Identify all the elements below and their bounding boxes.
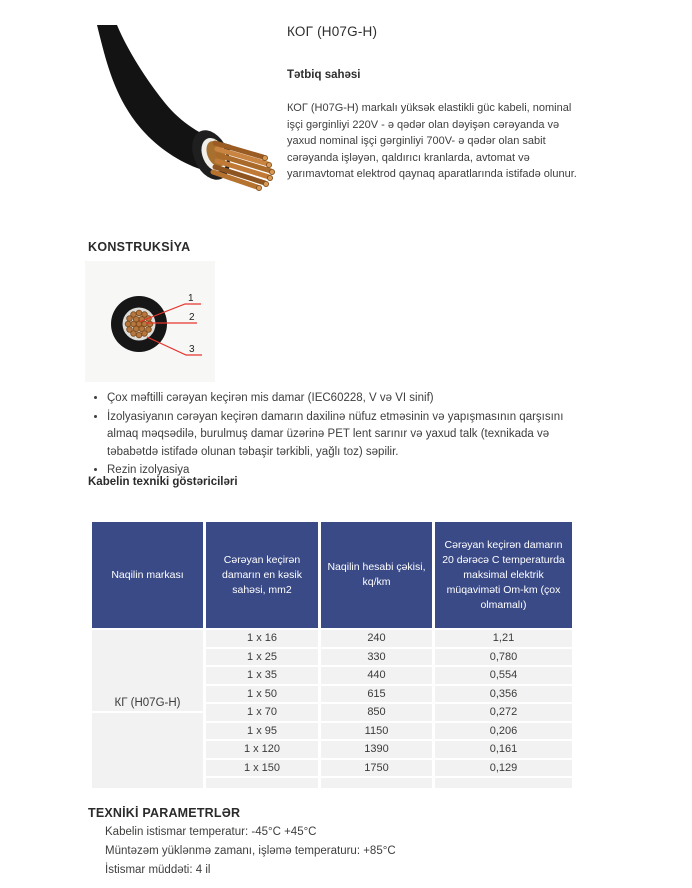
col-header-resistance: Cərəyan keçirən damarın 20 dərəcə C temperaturda maksimal elektrik müqaviməti Om-km (çox olmamalı) [435,522,572,628]
construction-heading: KONSTRUKSİYA [88,240,191,254]
cell-weight: 330 [321,649,432,666]
cell-size: 1 x 120 [206,741,318,758]
cross-section-illustration [85,261,215,382]
copper-strands [213,143,271,187]
cell-weight: 850 [321,704,432,721]
cell-resistance: 0,272 [435,704,572,721]
spec-table [92,522,572,788]
intro-section [287,24,589,183]
cell-size: 1 x 95 [206,723,318,740]
param-operating-temperature: Kabelin istismar temperatur: -45°C +45°C [105,826,317,838]
cell-resistance: 0,206 [435,723,572,740]
bullet-insulation: • Rezin izolyasiya [107,462,572,480]
row-group-column [92,630,203,788]
application-heading: Tətbiq sahəsi [287,69,361,81]
technical-parameters-heading: TEXNİKİ PARAMETRLƏR [88,806,241,820]
cell-empty [321,778,432,788]
cell-size: 1 x 150 [206,760,318,777]
cell-size: 1 x 16 [206,630,318,647]
cell-empty [435,778,572,788]
cell-resistance: 0,554 [435,667,572,684]
specs-heading: Kabelin texniki göstəriciləri [88,476,238,488]
row-group-label: КГ (H07G-H) [92,630,203,711]
cell-weight: 440 [321,667,432,684]
col-header-cross-section: Cərəyan keçirən damarın en kəsik sahəsi, mm2 [206,522,318,628]
spec-table-header [92,522,572,628]
cell-resistance: 0,161 [435,741,572,758]
callout-label-2: 2 [189,312,195,323]
cell-weight: 1390 [321,741,432,758]
param-working-temperature: Müntəzəm yüklənmə zamanı, işləmə temperaturu: +85°C [105,845,396,857]
spec-table-grid [206,630,572,788]
cell-resistance: 0,780 [435,649,572,666]
cell-weight: 1750 [321,760,432,777]
cell-weight: 1150 [321,723,432,740]
bullet-separator: • İzolyasiyanın cərəyan keçirən damarın daxilinə nüfuz etməsinin və yapışmasının qarşısını almaq məqsədilə, burulmuş damar üzərinə PET lent sarınır və yaxud talk (texnikada və təbabətdə istifadə olunan təbaşir tərkibli, yağlı toz) səpilir. [107,409,572,462]
application-description: КОГ (H07G-H) markalı yüksək elastikli güc kabeli, nominal işçi gərginliyi 220V - ə qədər olan dəyişən cərəyanda və yaxud nominal işçi gərginliyi 700V- ə qədər olan sabit cərəyanda işləyən, qaldırıcı kranlarda, avtomat və yarımavtomat elektrod qaynaq aparatlarında istifadə olunur. [287,102,577,180]
cell-resistance: 0,356 [435,686,572,703]
cell-resistance: 1,21 [435,630,572,647]
cell-size: 1 x 50 [206,686,318,703]
construction-bullets [90,390,572,481]
technical-parameters-section [88,806,396,877]
cell-size: 1 x 25 [206,649,318,666]
cell-resistance: 0,129 [435,760,572,777]
spec-table-body [92,630,572,788]
col-header-weight: Naqilin hesabi çəkisi, kq/km [321,522,432,628]
page-title: КОГ (H07G-H) [287,24,378,39]
cell-weight: 240 [321,630,432,647]
callout-label-1: 1 [188,293,194,304]
col-header-mark: Naqilin markası [92,522,203,628]
param-service-life: İstismar müddəti: 4 il [105,864,211,876]
cell-size: 1 x 35 [206,667,318,684]
cable-photo-illustration [85,25,275,200]
bullet-conductor: • Çox məftilli cərəyan keçirən mis damar (IEC60228, V və VI sinif) [107,390,572,408]
cell-weight: 615 [321,686,432,703]
cell-empty [206,778,318,788]
cell-size: 1 x 70 [206,704,318,721]
callout-label-3: 3 [189,344,195,355]
cable-photo [85,25,275,200]
row-group-filler [92,713,203,788]
cross-section-diagram [85,261,215,382]
